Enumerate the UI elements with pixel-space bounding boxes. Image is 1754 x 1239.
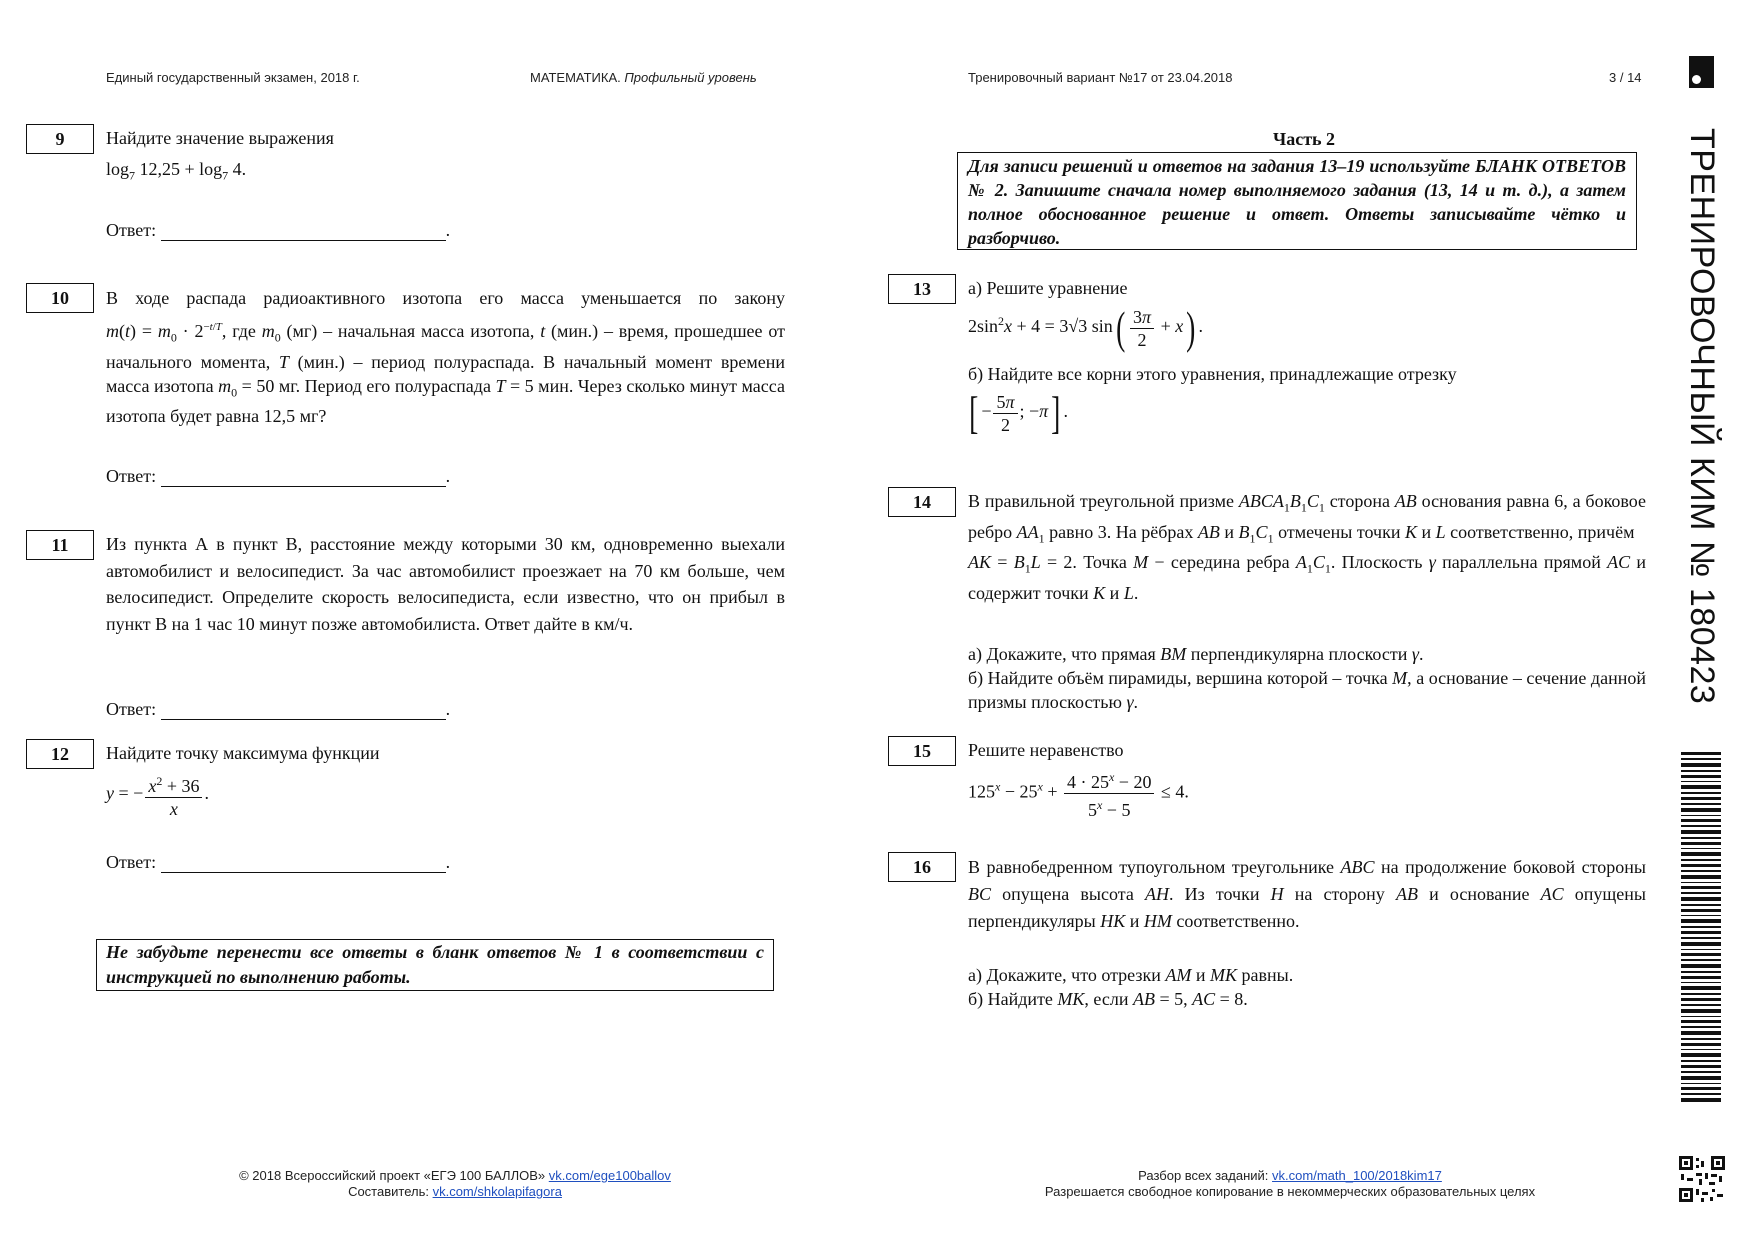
- task-9-answer: Ответ: .: [106, 220, 451, 240]
- task-15-inequality: $125^x - 25^x$ + $\frac{4 \cdot 25^x - 20}{5^x - 5}$ ≤ 4.: [968, 766, 1189, 821]
- footer-license: Разрешается свободное копирование в некоммерческих образовательных целях: [1044, 1184, 1536, 1199]
- header-variant: Тренировочный вариант №17 от 23.04.2018: [968, 70, 1233, 85]
- task-number-15: 15: [888, 736, 956, 766]
- task-number-12: 12: [26, 739, 94, 769]
- task-12-answer: Ответ: .: [106, 852, 451, 872]
- side-title-container: [1682, 128, 1722, 728]
- footer-copyright-line: [205, 1168, 705, 1184]
- corner-marker-icon: [1689, 56, 1714, 88]
- task-14-questions: а) Докажите, что прямая BM перпендикулярна плоскости γ. б) Найдите объём пирамиды, вершина которой – точка M, а основание – сечение данной призмы плоскостью γ.: [968, 644, 1646, 712]
- footer-copyright: © 2018 Всероссийский проект «ЕГЭ 100 БАЛЛОВ»: [239, 1168, 546, 1183]
- header-subject: [530, 70, 757, 85]
- task-11-answer: Ответ: .: [106, 699, 451, 719]
- barcode-icon: [1681, 752, 1721, 1102]
- header-exam-title: Единый государственный экзамен, 2018 г.: [106, 70, 360, 85]
- task-10-formula-text: $m(t) = m_0 \cdot 2^{-t/T}$, где $m_0$ (мг) – начальная масса изотопа, t (мин.) – время, прошедшее от начального момента, T (мин.) – период полураспада. В начальный момент времени масса изотопа $m_0 = 50$ мг. Период его полураспада T = 5 мин. Через сколько минут масса изотопа будет равна 12,5 мг?: [106, 321, 785, 427]
- task-16-questions: а) Докажите, что отрезки AM и MK равны. б) Найдите MK, если AB = 5, AC = 8.: [968, 965, 1294, 1009]
- task-number-14: 14: [888, 487, 956, 517]
- task-13-equation: $2\sin^2x + 4 = 3√3$ sin( $\frac{3\pi}{2}$ + x) .: [968, 302, 1204, 353]
- barcode: [1681, 752, 1721, 1102]
- answer-line: [161, 854, 446, 873]
- footer-left: [205, 1168, 705, 1200]
- answer-line: [161, 468, 446, 487]
- task-13-part-b: б) Найдите все корни этого уравнения, принадлежащие отрезку: [968, 364, 1457, 384]
- footer-analysis-line: [1000, 1168, 1580, 1184]
- task-number-16: 16: [888, 852, 956, 882]
- part-2-instruction-box: Для записи решений и ответов на задания 13–19 используйте БЛАНК ОТВЕТОВ № 2. Запишите сначала номер выполняемого задания (13, 14 и т. д.), а затем полное обоснованное решение и ответ. Ответы записывайте чётко и разборчиво.: [957, 152, 1637, 250]
- task-12-formula: y = − $\frac{x^2 + 36}{x}$ .: [106, 770, 209, 820]
- footer-author-line: [205, 1184, 705, 1200]
- task-15-text: Решите неравенство: [968, 740, 1124, 760]
- task-11-text: Из пункта А в пункт В, расстояние между которыми 30 км, одновременно выехали автомобилист и велосипедист. За час автомобилист проезжает на 70 км больше, чем велосипедист. Определите скорость велосипедиста, если известно, что он прибыл в пункт В на 1 час 10 минут позже автомобилиста. Ответ дайте в км/ч.: [106, 534, 785, 634]
- page-number: 3 / 14: [1609, 70, 1642, 85]
- task-number-10: 10: [26, 283, 94, 313]
- footer-copyright-link[interactable]: vk.com/ege100ballov: [548, 1168, 671, 1183]
- answer-label: Ответ:: [106, 466, 157, 486]
- qr-code-icon: [1679, 1156, 1725, 1202]
- answer-label: Ответ:: [106, 220, 157, 240]
- task-number-9: 9: [26, 124, 94, 154]
- header-subject-level: Профильный уровень: [624, 70, 757, 85]
- side-title: ТРЕНИРОВОЧНЫЙ КИМ № 180423: [1683, 128, 1721, 705]
- task-14-text: В правильной треугольной призме $ABCA_1B_1C_1$ сторона AB основания равна 6, а боковое ребро $AA_1$ равно 3. На рёбрах AB и $B_1C_1$ отмечены точки K и L соответственно, причём AK = $B_1L = 2$. Точка M − середина ребра $A_1C_1$. Плоскость γ параллельна прямой AC и содержит точки K и L.: [968, 491, 1647, 603]
- task-9-formula: $\log_7 12,25 + \log_7 4$.: [106, 159, 247, 183]
- task-16-text: В равнобедренном тупоугольном треугольнике ABC на продолжение боковой стороны BC опущена высота AH. Из точки H на сторону AB и основание AC опущены перпендикуляры HK и HM соответственно.: [968, 857, 1646, 931]
- part-2-title: Часть 2: [1273, 129, 1336, 149]
- footer-author-link[interactable]: vk.com/shkolapifagora: [432, 1184, 562, 1199]
- task-13-part-a: а) Решите уравнение: [968, 278, 1128, 298]
- task-number-13: 13: [888, 274, 956, 304]
- footer-right: [1000, 1168, 1580, 1200]
- task-10-answer: Ответ: .: [106, 466, 451, 486]
- reminder-box: Не забудьте перенести все ответы в бланк ответов № 1 в соответствии с инструкцией по выполнению работы.: [96, 939, 774, 991]
- answer-label: Ответ:: [106, 699, 157, 719]
- task-12-text: Найдите точку максимума функции: [106, 743, 380, 763]
- header-subject-main: МАТЕМАТИКА.: [530, 70, 621, 85]
- answer-label: Ответ:: [106, 852, 157, 872]
- task-9-text: Найдите значение выражения: [106, 128, 334, 148]
- footer-analysis: Разбор всех заданий:: [1138, 1168, 1269, 1183]
- answer-line: [161, 701, 446, 720]
- task-10-text: В ходе распада радиоактивного изотопа его масса уменьшается по закону: [106, 288, 785, 308]
- footer-analysis-link[interactable]: vk.com/math_100/2018kim17: [1272, 1168, 1442, 1183]
- task-10-body: [106, 286, 785, 428]
- footer-author: Составитель:: [348, 1184, 429, 1199]
- task-13-interval: [ − $\frac{5\pi}{2}$ ; −π] .: [969, 387, 1069, 438]
- answer-line: [161, 222, 446, 241]
- task-number-11: 11: [26, 530, 94, 560]
